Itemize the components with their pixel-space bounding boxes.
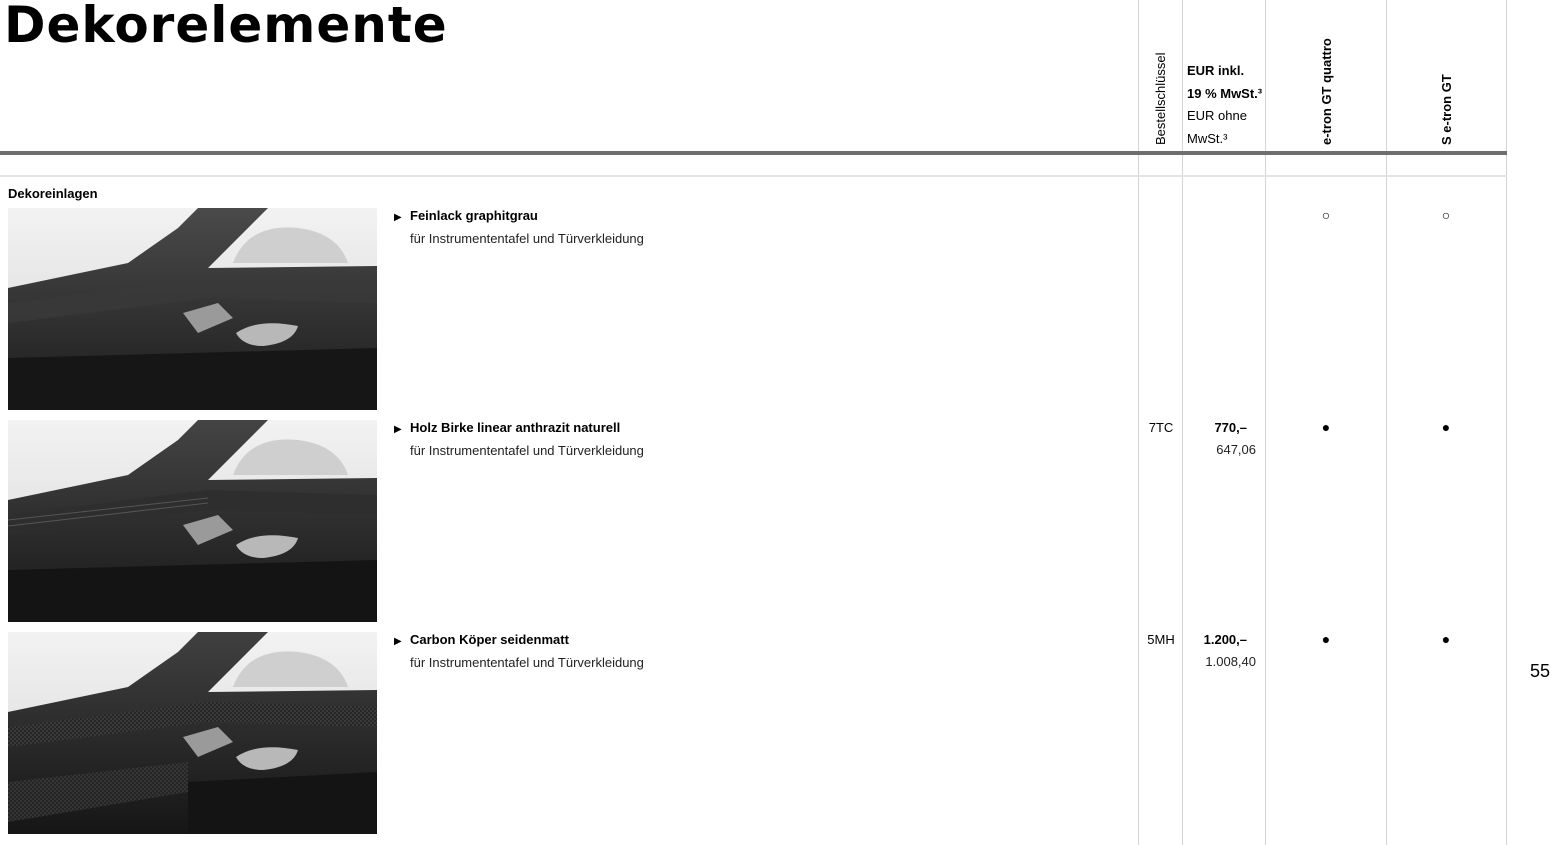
model-1-header: e-tron GT quattro [1319,38,1334,145]
item-subtitle: für Instrumententafel und Türverkleidung [410,231,644,246]
price-incl-label: EUR inkl. [1187,63,1245,78]
order-code: 7TC [1148,420,1174,435]
availability-mark: ● [1321,419,1331,435]
interior-dashboard-photo-icon [8,632,377,834]
interior-dashboard-photo-icon [8,208,377,410]
item-subtitle: für Instrumententafel und Türverkleidung [410,443,644,458]
play-triangle-icon: ▶ [394,212,402,223]
item-title: ▶ Feinlack graphitgrau [394,208,538,223]
page-title: Dekorelemente [4,0,448,54]
availability-mark: ● [1321,631,1331,647]
order-code: 5MH [1147,632,1175,647]
section-label: Dekoreinlagen [8,186,98,201]
order-key-header: Bestellschlüssel [1153,52,1168,145]
price-excl: 1.008,40 [1205,654,1256,669]
column-divider [1506,0,1507,845]
price-incl: 1.200,– [1203,632,1247,647]
play-triangle-icon: ▶ [394,424,402,435]
availability-mark: ○ [1441,207,1451,223]
play-triangle-icon: ▶ [394,636,402,647]
availability-mark: ● [1441,419,1451,435]
section-rule [0,175,1507,177]
item-subtitle: für Instrumententafel und Türverkleidung [410,655,644,670]
price-excl-vat: MwSt.³ [1187,130,1228,146]
header-rule [0,151,1507,155]
availability-mark: ○ [1321,207,1331,223]
price-incl: 770,– [1214,420,1247,435]
item-title: ▶ Carbon Köper seidenmatt [394,632,569,647]
price-header [1187,60,1262,150]
price-incl-vat: 19 % MwSt.³ [1187,85,1263,101]
price-excl: 647,06 [1216,442,1256,457]
availability-mark: ● [1441,631,1451,647]
page-number: 55 [1530,661,1550,681]
item-title: ▶ Holz Birke linear anthrazit naturell [394,420,621,435]
price-excl-label: EUR ohne [1187,108,1247,123]
model-2-header: S e-tron GT [1439,74,1454,145]
interior-dashboard-photo-icon [8,420,377,622]
